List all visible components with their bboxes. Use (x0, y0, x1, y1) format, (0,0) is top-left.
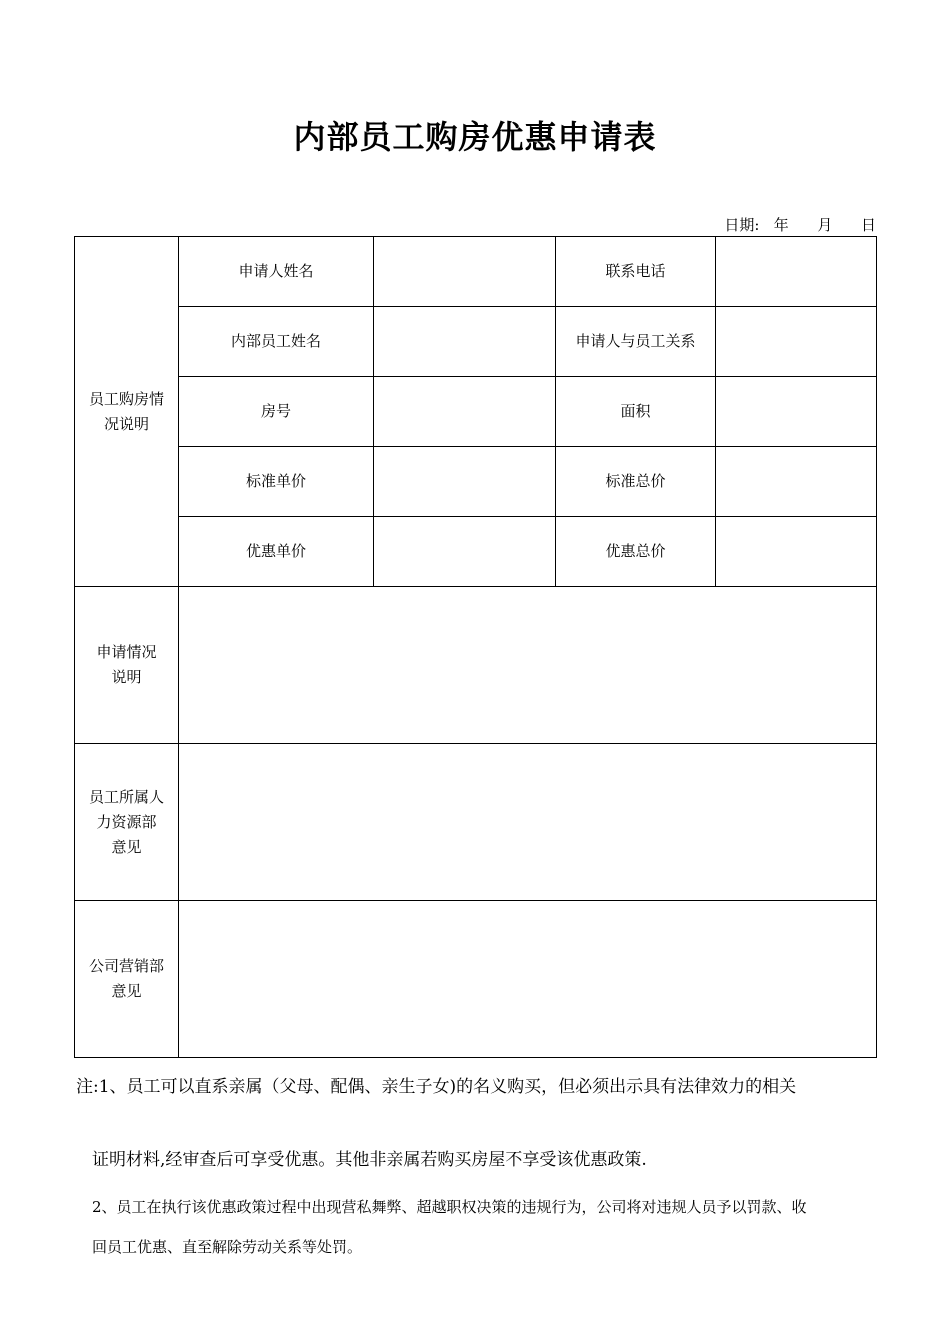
section-label-line: 公司营销部 (88, 957, 164, 975)
input-unit-number[interactable] (374, 377, 556, 447)
form-row-unit (75, 377, 877, 447)
note-2-line-2: 回员工优惠、直至解除劳动关系等处罚。 (92, 1238, 363, 1256)
label-relationship: 申请人与员工关系 (556, 307, 716, 377)
section-label-line: 申请情况 (96, 643, 157, 661)
form-row-hr-opinion (75, 744, 877, 901)
section-label-line: 员工购房情 (88, 389, 164, 408)
label-standard-total-price: 标准总价 (556, 447, 716, 517)
form-row-marketing-opinion (75, 901, 877, 1058)
section-label-line: 意见 (111, 982, 142, 1000)
label-employee-name: 内部员工姓名 (179, 307, 374, 377)
input-discount-unit-price[interactable] (374, 517, 556, 587)
input-application-description[interactable] (179, 587, 877, 744)
form-row-discount-price (75, 517, 877, 587)
input-standard-unit-price[interactable] (374, 447, 556, 517)
section-label-line: 说明 (111, 668, 142, 686)
section-label-marketing (75, 901, 179, 1058)
application-form-table (74, 236, 877, 1058)
note-1-line-2: 证明材料,经审查后可享受优惠。其他非亲属若购买房屋不享受该优惠政策. (92, 1150, 647, 1170)
note-2-line-1: 2、员工在执行该优惠政策过程中出现营私舞弊、超越职权决策的违规行为，公司将对违规人员予以罚款、收 (92, 1198, 807, 1216)
label-standard-unit-price: 标准单价 (179, 447, 374, 517)
section-label-line: 力资源部 (96, 812, 157, 831)
section-label-purchase (75, 237, 179, 587)
input-employee-name[interactable] (374, 307, 556, 377)
form-row-applicant (75, 237, 877, 307)
form-row-employee (75, 307, 877, 377)
label-area: 面积 (556, 377, 716, 447)
input-applicant-name[interactable] (374, 237, 556, 307)
section-label-line: 员工所属人 (88, 787, 164, 806)
form-title: 内部员工购房优惠申请表 (293, 118, 657, 156)
form-row-application-description (75, 587, 877, 744)
label-discount-total-price: 优惠总价 (556, 517, 716, 587)
input-area[interactable] (716, 377, 877, 447)
label-discount-unit-price: 优惠单价 (179, 517, 374, 587)
input-relationship[interactable] (716, 307, 877, 377)
note-1-line-1: 注:1、员工可以直系亲属（父母、配偶、亲生子女)的名义购买，但必须出示具有法律效力的相关 (76, 1077, 797, 1097)
section-label-hr (75, 744, 179, 901)
label-applicant-name: 申请人姓名 (179, 237, 374, 307)
input-phone[interactable] (716, 237, 877, 307)
section-label-line: 况说明 (103, 414, 149, 433)
section-label-application (75, 587, 179, 744)
input-discount-total-price[interactable] (716, 517, 877, 587)
input-standard-total-price[interactable] (716, 447, 877, 517)
input-hr-opinion[interactable] (179, 744, 877, 901)
date-line: 日期: 年 月 日 (724, 216, 876, 234)
form-row-standard-price (75, 447, 877, 517)
section-label-line: 意见 (111, 837, 142, 856)
label-phone: 联系电话 (556, 237, 716, 307)
label-unit-number: 房号 (179, 377, 374, 447)
input-marketing-opinion[interactable] (179, 901, 877, 1058)
